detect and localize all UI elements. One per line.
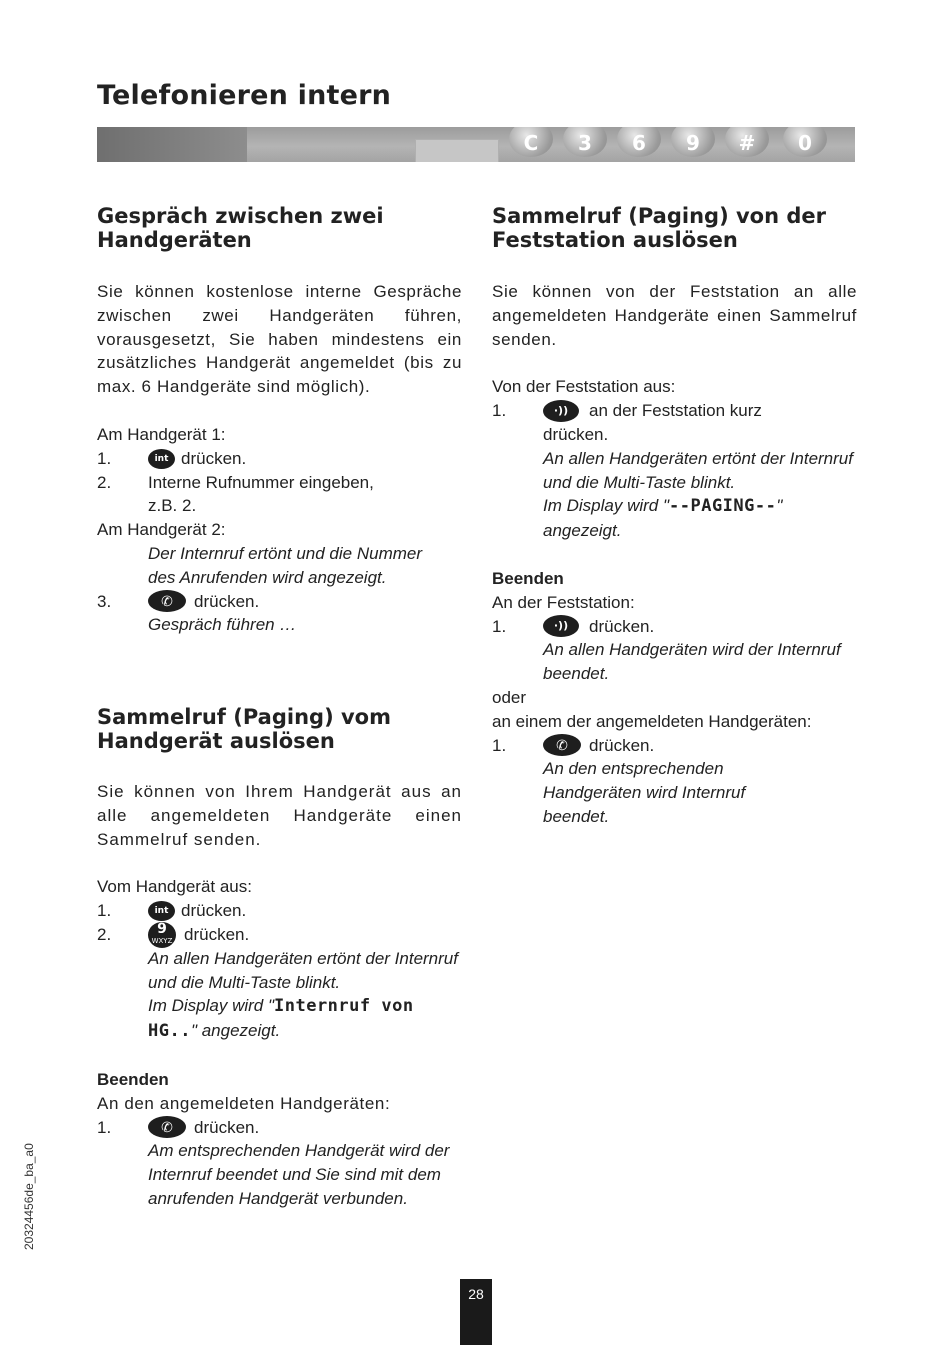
label-handset-1: Am Handgerät 1:: [97, 424, 226, 444]
step-1: 1. ·)) an der Feststation kurz: [492, 401, 762, 421]
label-from-base: Von der Feststation aus:: [492, 377, 676, 397]
step-1-continued: drücken.: [543, 424, 609, 444]
end-heading: Beenden: [492, 568, 564, 588]
note-conduct-call: Gespräch führen …: [148, 615, 297, 635]
note-call-ended: Am entsprechenden Handgerät wird der Internruf beendet und Sie sind mit dem anrufenden Handgerät verbunden.: [148, 1141, 450, 1208]
section-paging-from-base: [492, 204, 857, 829]
banner-shadow: [97, 127, 247, 162]
phone-key-icon: ✆: [543, 734, 581, 756]
phone-key-icon: ✆: [148, 1116, 186, 1138]
section-internal-call: [97, 204, 462, 637]
note-handsets-ended: An den entsprechenden Handgeräten wird Internruf beendet.: [543, 759, 746, 826]
label-handset-2: Am Handgerät 2:: [97, 520, 226, 540]
step-2: 2. Interne Rufnummer eingeben,: [97, 472, 374, 492]
end-heading: Beenden: [97, 1069, 169, 1089]
label-or: oder: [492, 687, 527, 707]
keypad-key-hash: #: [725, 127, 769, 157]
note-display-text: Im Display wird "Internruf von HG.." angezeigt.: [148, 996, 414, 1042]
note-call-ended: An allen Handgeräten wird der Internruf beendet.: [543, 640, 841, 684]
note-display-shown: angezeigt.: [543, 521, 622, 541]
label-at-base: An der Feststation:: [492, 592, 635, 612]
keypad-key-0: 0: [783, 127, 827, 157]
phone-display-graphic: [415, 139, 499, 162]
note-call-rings: Der Internruf ertönt und die Nummer des Anrufenden wird angezeigt.: [148, 543, 423, 587]
int-key-icon: int: [148, 449, 175, 469]
note-all-handsets-ring: An allen Handgeräten ertönt der Internruf und die Multi-Taste blinkt.: [148, 948, 458, 992]
document-code: 20324456de_ba_a0: [22, 1143, 36, 1250]
end-step-1: 1. ·)) drücken.: [492, 616, 655, 636]
key-9-icon: 9 WXYZ: [148, 922, 176, 948]
keypad-key-3: 3: [563, 127, 607, 157]
intro-paragraph: Sie können kostenlose interne Gespräche zwischen zwei Handgeräten führen, vorausgesetzt, Sie haben mindestens ein zusätzliches Handgerät angemeldet (bis zu max. 6 Handgeräte sind möglich).: [97, 282, 462, 397]
intro-paragraph: Sie können von der Feststation an alle angemeldeten Handgeräte einen Sammelruf senden.: [492, 282, 857, 349]
end-step-2: 1. ✆ drücken.: [492, 735, 655, 755]
label-at-one-handset: an einem der angemeldeten Handgeräten:: [492, 711, 812, 731]
lcd-text: --PAGING--: [669, 496, 777, 517]
intro-paragraph: Sie können von Ihrem Handgerät aus an alle angemeldeten Handgeräte einen Sammelruf senden.: [97, 782, 462, 849]
label-at-handsets: An den angemeldeten Handgeräten:: [97, 1093, 391, 1113]
step-1: 1. int drücken.: [97, 448, 247, 468]
page-title: Telefonieren intern: [97, 80, 392, 111]
paging-key-icon: ·)): [543, 400, 579, 422]
keypad-key-9: 9: [671, 127, 715, 157]
section-heading: Sammelruf (Paging) von der Feststation auslösen: [492, 204, 826, 252]
paging-key-icon: ·)): [543, 615, 579, 637]
int-key-icon: int: [148, 901, 175, 921]
header-phone-image: [97, 127, 855, 162]
phone-key-icon: ✆: [148, 590, 186, 612]
section-heading: Gespräch zwischen zwei Handgeräten: [97, 204, 384, 252]
step-3: 3. ✆ drücken.: [97, 591, 260, 611]
page-number: 28: [460, 1279, 492, 1345]
label-from-handset: Vom Handgerät aus:: [97, 877, 252, 897]
keypad-key-c: C: [509, 127, 553, 157]
step-1: 1. int drücken.: [97, 901, 247, 921]
lcd-text: Internruf von HG..: [148, 996, 414, 1042]
section-paging-from-handset: [97, 705, 462, 1211]
section-heading: Sammelruf (Paging) vom Handgerät auslösen: [97, 705, 391, 753]
step-2-continued: z.B. 2.: [148, 496, 197, 516]
note-display-text: Im Display wird "--PAGING--": [543, 496, 783, 517]
note-all-handsets-ring: An allen Handgeräten ertönt der Internruf und die Multi-Taste blinkt.: [543, 448, 853, 492]
step-2: 2. 9 WXYZ drücken.: [97, 923, 462, 947]
end-step-1: 1. ✆ drücken.: [97, 1117, 260, 1137]
keypad-key-6: 6: [617, 127, 661, 157]
